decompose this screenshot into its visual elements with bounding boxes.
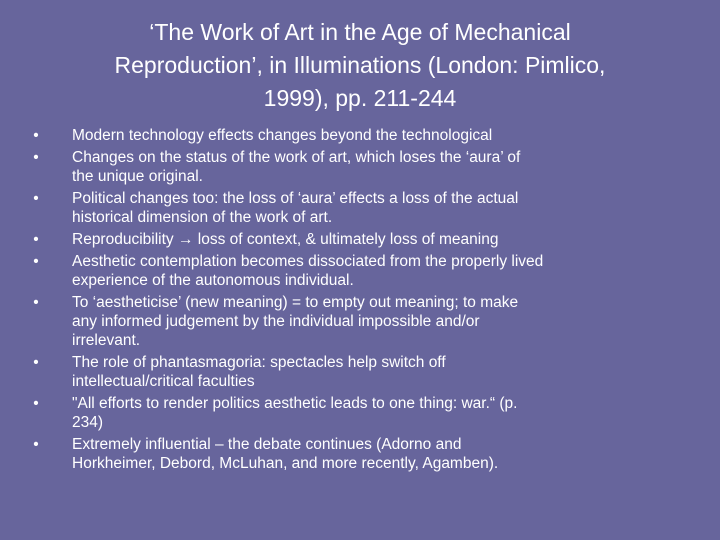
bullet-item (30, 189, 670, 227)
bullet-text: Changes on the status of the work of art, which loses the ‘aura’ of the unique original. (72, 149, 521, 185)
bullet-icon: • (33, 127, 39, 144)
bullet-list (30, 126, 670, 476)
slide-title-text: ‘The Work of Art in the Age of Mechanical Reproduction’, in Illuminations (London: Pimlico, 1999), pp. 211-244 (114, 19, 606, 111)
bullet-text: Political changes too: the loss of ‘aura’ effects a loss of the actual historical dimension of the work of art. (72, 190, 519, 226)
bullet-icon: • (33, 436, 39, 453)
bullet-text: The role of phantasmagoria: spectacles help switch off intellectual/critical faculties (72, 354, 446, 390)
bullet-item (30, 394, 670, 432)
bullet-icon: • (33, 190, 39, 207)
bullet-icon: • (33, 354, 39, 371)
bullet-item (30, 230, 670, 249)
bullet-icon: • (33, 231, 39, 248)
bullet-icon: • (33, 395, 39, 412)
bullet-icon: • (33, 149, 39, 166)
bullet-icon: • (33, 253, 39, 270)
bullet-text: Modern technology effects changes beyond the technological (72, 127, 493, 144)
bullet-icon: • (33, 294, 39, 311)
bullet-text: Reproducibility → loss of context, & ultimately loss of meaning (72, 231, 499, 248)
bullet-item (30, 435, 670, 473)
bullet-text: Aesthetic contemplation becomes dissociated from the properly lived experience of the autonomous individual. (72, 253, 544, 289)
bullet-text: To ‘aestheticise’ (new meaning) = to empty out meaning; to make any informed judgement by the individual impossible and/or irrelevant. (72, 294, 519, 349)
bullet-item (30, 353, 670, 391)
bullet-item (30, 126, 670, 145)
slide-title (36, 16, 684, 115)
bullet-item (30, 293, 670, 350)
bullet-text: "All efforts to render politics aesthetic leads to one thing: war.“ (p. 234) (72, 395, 518, 431)
bullet-item (30, 252, 670, 290)
bullet-text: Extremely influential – the debate continues (Adorno and Horkheimer, Debord, McLuhan, and more recently, Agamben). (72, 436, 499, 472)
bullet-item (30, 148, 670, 186)
